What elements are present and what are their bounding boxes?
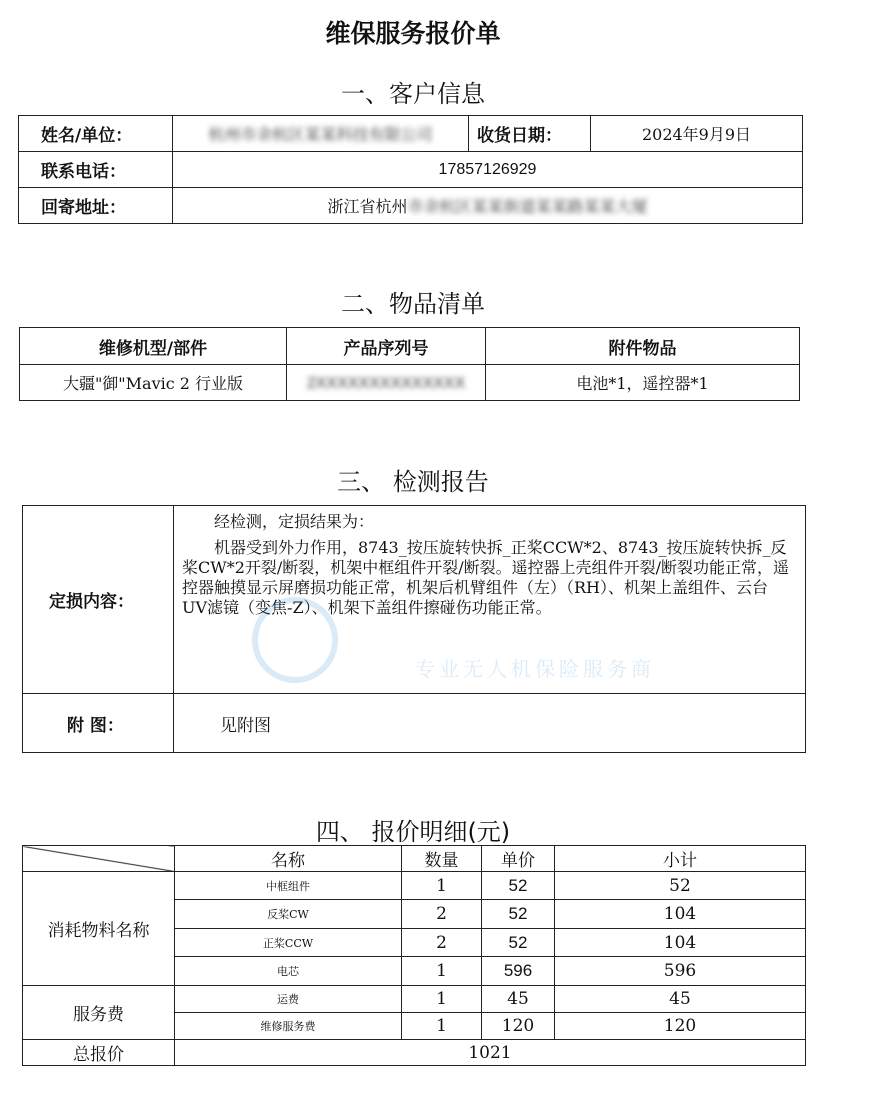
consumable-qty: 2 <box>402 929 482 957</box>
address-value <box>173 188 803 224</box>
damage-intro: 经检测，定损结果为： <box>214 512 375 531</box>
damage-content <box>174 506 806 694</box>
service-subtotal: 120 <box>555 1013 806 1040</box>
section-customer-heading: 一、客户信息 <box>341 80 485 108</box>
damage-body: 机器受到外力作用，8743_按压旋转快拆_正桨CCW*2、8743_按压旋转快拆_反桨CW*2开裂/断裂，机架中框组件开裂/断裂。遥控器上壳组件开裂/断裂功能正常，遥控器触摸显示屏磨损功能正常，机架后机臂组件（左）（RH）、机架上盖组件、云台UV滤镜（变焦-Z）、机架下盖组件擦碰伤功能正常。 <box>182 538 790 617</box>
name-label: 姓名/单位： <box>19 116 173 152</box>
item-serial <box>287 365 486 401</box>
address-prefix: 浙江省杭州 <box>327 197 408 216</box>
consumable-name: 正桨CCW <box>175 929 402 957</box>
consumable-name: 电芯 <box>175 957 402 986</box>
quote-header-price: 单价 <box>482 846 555 872</box>
phone-label: 联系电话： <box>19 152 173 188</box>
consumable-subtotal: 596 <box>555 957 806 986</box>
service-subtotal: 45 <box>555 986 806 1013</box>
consumable-price: 52 <box>482 872 555 900</box>
address-label: 回寄地址： <box>19 188 173 224</box>
service-price: 45 <box>482 986 555 1013</box>
service-qty: 1 <box>402 986 482 1013</box>
consumable-subtotal: 104 <box>555 900 806 929</box>
watermark-text: 专业无人机保险服务商 <box>415 657 655 681</box>
phone-value: 17857126929 <box>173 152 803 188</box>
consumable-subtotal: 52 <box>555 872 806 900</box>
item-serial-text: 2XXXXXXXXXXXXXX <box>306 374 466 392</box>
quote-header-qty: 数量 <box>402 846 482 872</box>
items-table <box>19 327 800 401</box>
damage-label: 定损内容： <box>23 506 174 694</box>
address-blurred: 市余杭区某某街道某某路某某大厦 <box>407 197 648 216</box>
total-value: 1021 <box>175 1040 806 1066</box>
consumable-price: 596 <box>482 957 555 986</box>
items-header-model: 维修机型/部件 <box>20 328 287 365</box>
consumable-qty: 1 <box>402 957 482 986</box>
service-name: 维修服务费 <box>175 1013 402 1040</box>
date-value: 2024年9月9日 <box>591 116 803 152</box>
date-label: 收货日期： <box>469 116 591 152</box>
attach-value: 见附图 <box>174 694 806 753</box>
attach-label: 附 图： <box>23 694 174 753</box>
consumable-price: 52 <box>482 900 555 929</box>
quote-header-subtotal: 小计 <box>555 846 806 872</box>
service-price: 120 <box>482 1013 555 1040</box>
item-model: 大疆"御"Mavic 2 行业版 <box>20 365 287 401</box>
section-items-heading: 二、物品清单 <box>341 290 485 318</box>
items-header-accessories: 附件物品 <box>486 328 800 365</box>
quote-table <box>22 845 806 1066</box>
consumable-name: 中框组件 <box>175 872 402 900</box>
quote-diagonal-cell <box>23 846 175 872</box>
consumable-qty: 2 <box>402 900 482 929</box>
item-accessories: 电池*1，遥控器*1 <box>486 365 800 401</box>
name-value <box>173 116 469 152</box>
consumable-price: 52 <box>482 929 555 957</box>
consumable-name: 反桨CW <box>175 900 402 929</box>
document-title: 维保服务报价单 <box>325 19 501 48</box>
quote-header-name: 名称 <box>175 846 402 872</box>
consumable-qty: 1 <box>402 872 482 900</box>
service-qty: 1 <box>402 1013 482 1040</box>
consumable-subtotal: 104 <box>555 929 806 957</box>
items-header-serial: 产品序列号 <box>287 328 486 365</box>
service-label: 服务费 <box>23 986 175 1040</box>
consumables-label: 消耗物料名称 <box>23 872 175 986</box>
section-quote-heading: 四、 报价明细(元) <box>315 818 511 846</box>
name-value-text: 杭州市余杭区某某科技有限公司 <box>208 125 433 144</box>
customer-info-table <box>18 115 803 224</box>
service-name: 运费 <box>175 986 402 1013</box>
section-report-heading: 三、 检测报告 <box>337 468 489 496</box>
total-label: 总报价 <box>23 1040 175 1066</box>
report-table <box>22 505 806 753</box>
